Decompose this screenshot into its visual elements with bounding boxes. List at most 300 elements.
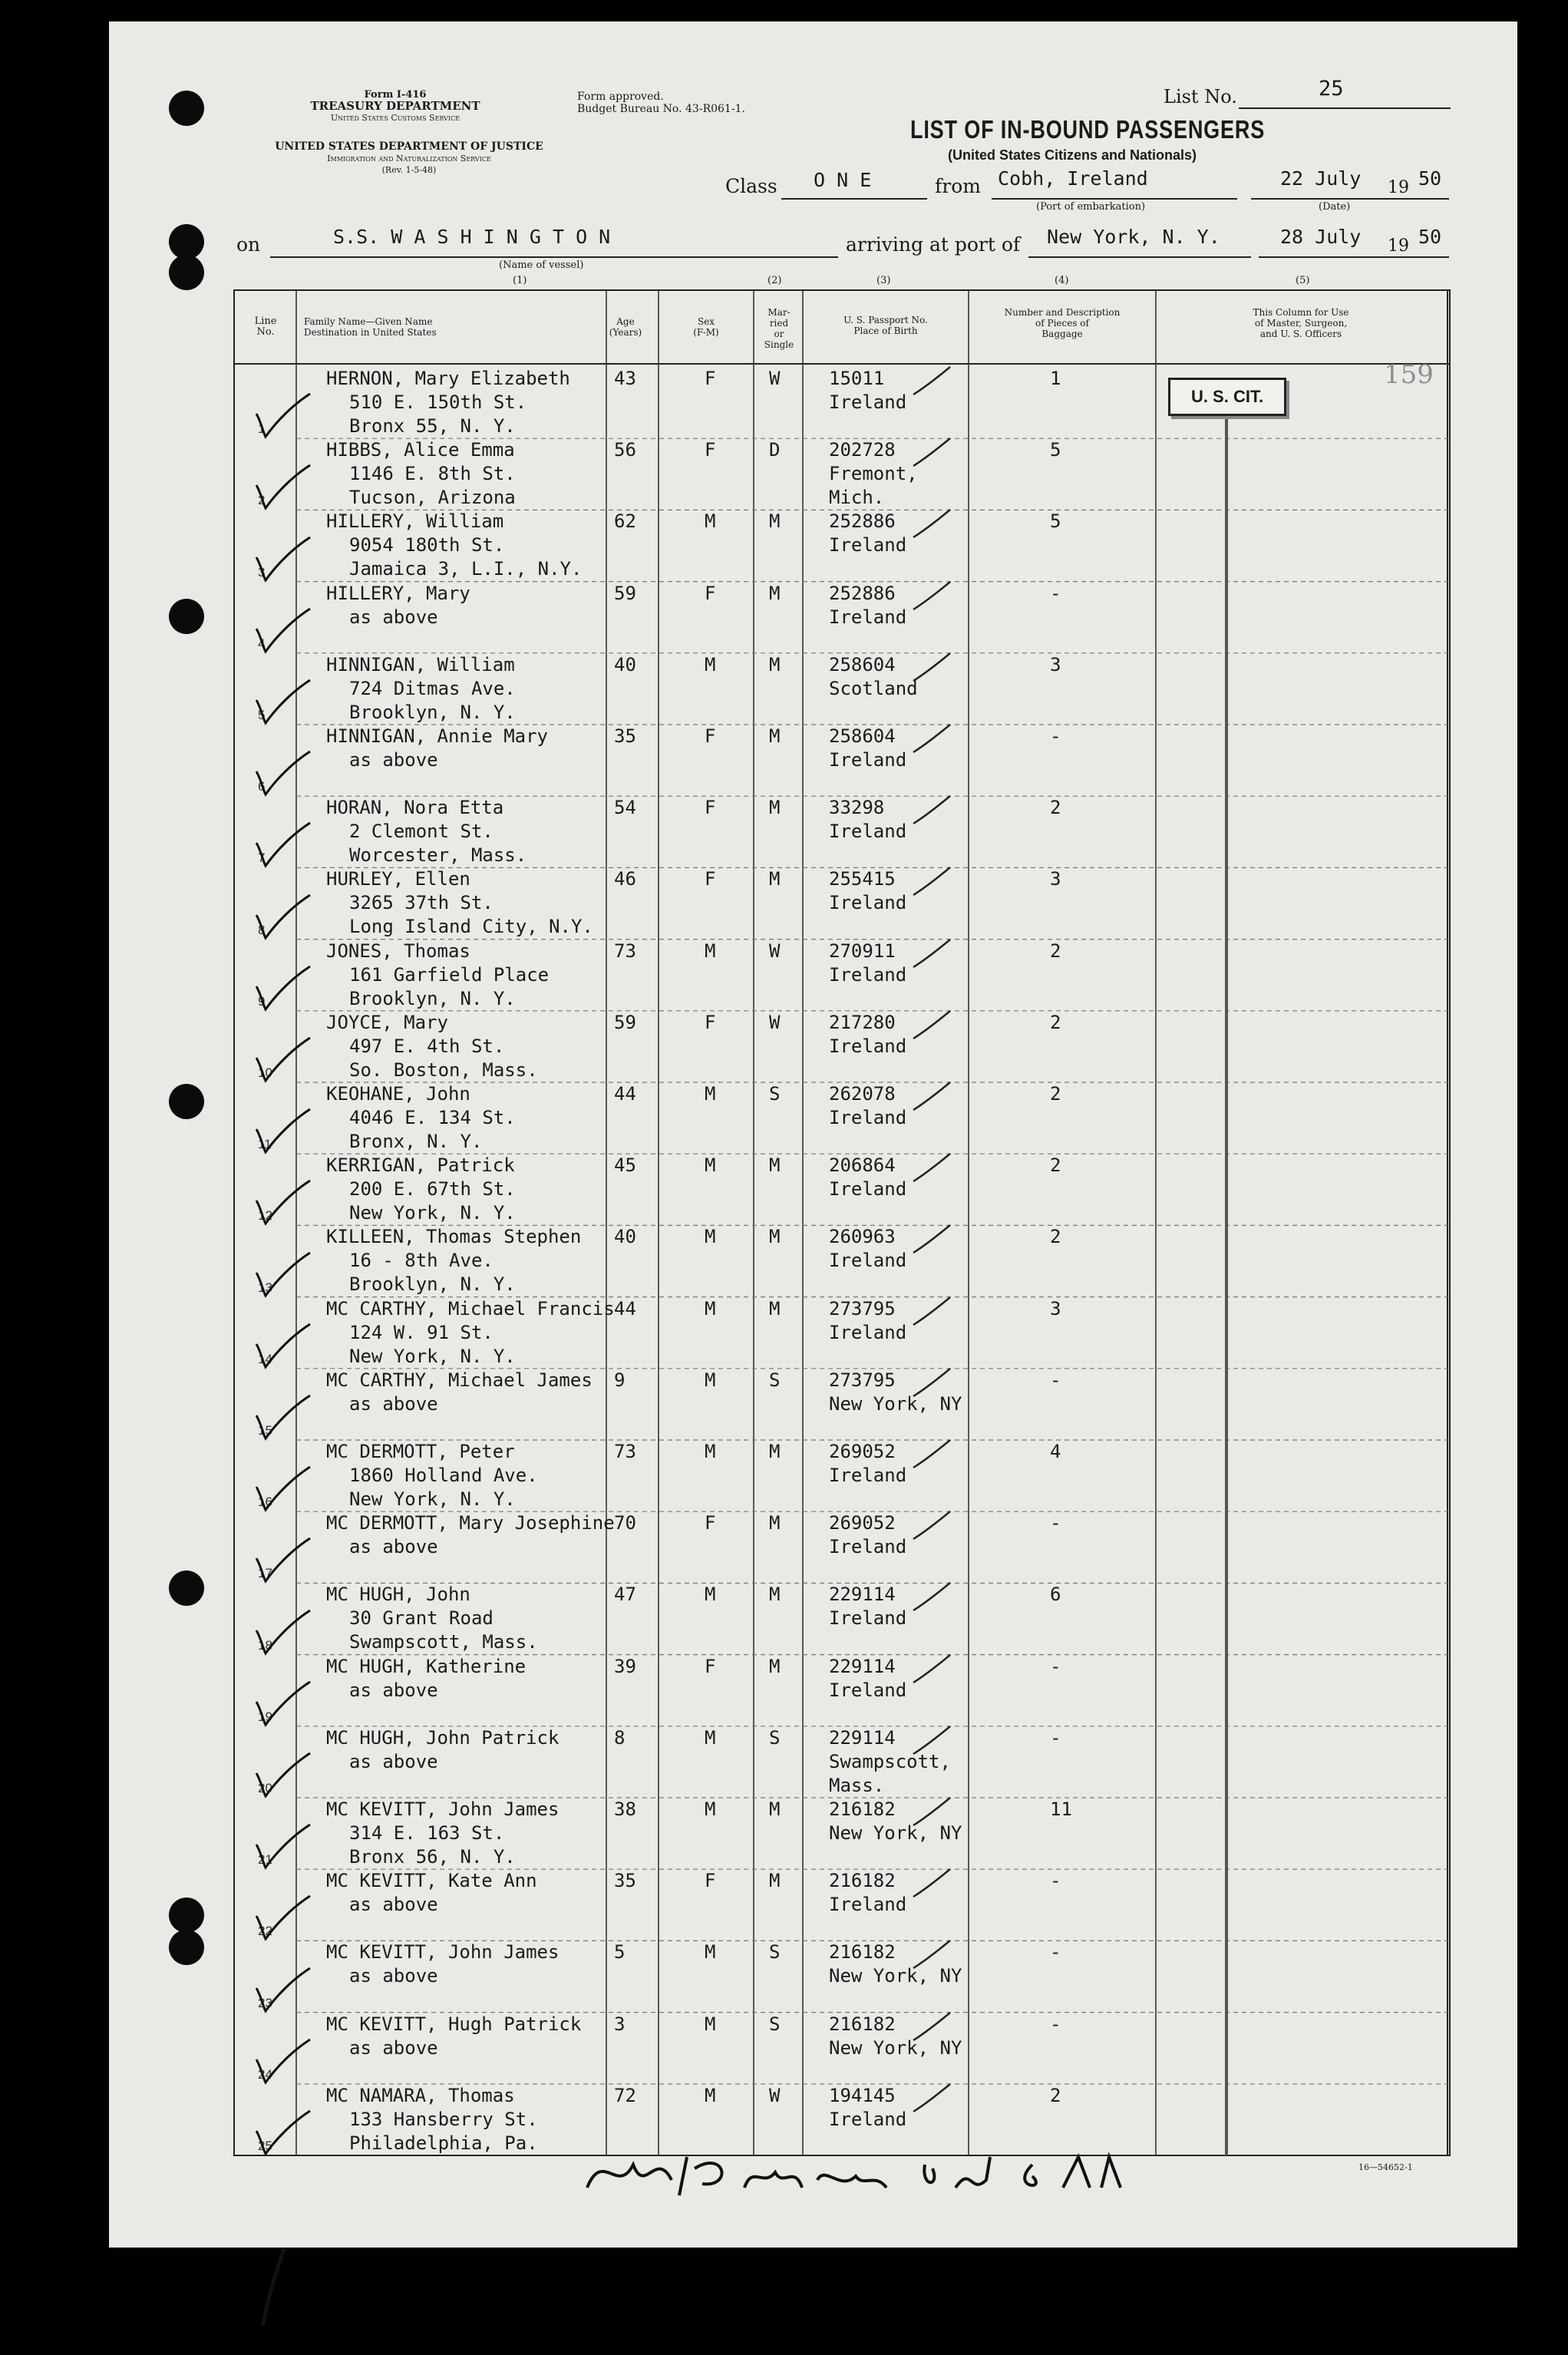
line-number: 17: [258, 1566, 272, 1581]
check-mark: [239, 1822, 316, 1871]
age: 56: [614, 439, 636, 461]
line-number: 7: [258, 851, 266, 866]
passenger-name: HURLEY, Ellen: [326, 868, 470, 890]
table-row: [0, 867, 1568, 939]
baggage-count: -: [1050, 1941, 1061, 1964]
passenger-name: MC CARTHY, Michael Francis: [326, 1297, 615, 1320]
sex: M: [705, 1726, 716, 1749]
passport-tick: [910, 1508, 956, 1547]
age: 73: [614, 1441, 636, 1462]
address-line-2: New York, N. Y.: [349, 1345, 516, 1367]
marital-status: M: [769, 797, 781, 819]
address-line-2: Worcester, Mass.: [349, 844, 527, 867]
birth-place: Fremont,: [829, 463, 918, 485]
list-no-value: 25: [1319, 77, 1344, 101]
header-line-no: Line No.: [254, 315, 277, 338]
age: 59: [614, 1011, 636, 1033]
address-line-1: 9054 180th St.: [349, 534, 505, 557]
address-line-2: So. Boston, Mass.: [349, 1059, 538, 1081]
birth-place: New York, NY: [829, 1965, 962, 1987]
line-number: 15: [258, 1422, 272, 1438]
passenger-name: MC HUGH, Katherine: [326, 1655, 527, 1677]
passenger-name: KILLEEN, Thomas Stephen: [326, 1226, 582, 1248]
age: 9: [614, 1369, 626, 1391]
baggage-count: 3: [1050, 868, 1061, 890]
passenger-name: MC KEVITT, John James: [326, 1798, 560, 1820]
sex: M: [705, 1369, 716, 1391]
address-line-1: 497 E. 4th St.: [349, 1035, 505, 1057]
passport-number: 258604: [829, 653, 896, 675]
page-subtitle: (United States Citizens and Nationals): [948, 147, 1197, 163]
address-line-1: as above: [349, 2036, 438, 2059]
address-line-1: 30 Grant Road: [349, 1607, 494, 1630]
passport-tick: [910, 435, 956, 474]
passport-tick: [910, 1079, 956, 1118]
age: 62: [614, 510, 636, 533]
marital-status: M: [769, 868, 781, 890]
marital-status: W: [769, 2084, 781, 2106]
check-mark: [239, 1464, 316, 1513]
check-mark: [239, 1679, 316, 1728]
sex: F: [705, 368, 716, 389]
check-mark: [239, 892, 316, 941]
check-mark: [239, 1106, 316, 1155]
passport-tick: [910, 1151, 956, 1189]
passport-tick: [910, 1437, 956, 1475]
marital-status: M: [769, 1154, 781, 1177]
baggage-count: 2: [1050, 1154, 1061, 1177]
passport-number: 252886: [829, 582, 896, 604]
table-row: [0, 1297, 1568, 1369]
list-no-label: List No.: [1164, 86, 1237, 107]
address-line-1: 1146 E. 8th St.: [349, 463, 516, 485]
check-mark: [239, 1893, 316, 1942]
passport-number: 229114: [829, 1655, 896, 1677]
check-mark: [239, 462, 316, 511]
age: 40: [614, 653, 636, 675]
marital-status: M: [769, 1512, 781, 1534]
line-number: 20: [258, 1780, 272, 1795]
birth-place: Ireland: [829, 1321, 907, 1343]
passport-number: 258604: [829, 725, 896, 747]
table-row: [0, 582, 1568, 653]
line-number: 8: [258, 922, 266, 937]
check-mark: [239, 1535, 316, 1584]
address-line-2: New York, N. Y.: [349, 1488, 516, 1510]
birth-place: Ireland: [829, 1679, 907, 1701]
birth-place-2: Mich.: [829, 487, 885, 509]
check-mark: [239, 1178, 316, 1227]
sex: M: [705, 510, 716, 533]
arrival-year-prefix: 19: [1388, 236, 1409, 256]
col-num-3: (3): [876, 275, 891, 286]
passport-tick: [910, 579, 956, 617]
passport-number: 33298: [829, 797, 885, 819]
baggage-count: -: [1050, 2013, 1061, 2035]
sex: M: [705, 1798, 716, 1820]
age: 40: [614, 1226, 636, 1248]
line-number: 11: [258, 1137, 272, 1152]
check-mark: [239, 1321, 316, 1370]
passport-number: 273795: [829, 1369, 896, 1391]
passport-tick: [910, 864, 956, 903]
table-row: [0, 1440, 1568, 1511]
arriving-label: arriving at port of: [846, 233, 1021, 256]
address-line-2: Jamaica 3, L.I., N.Y.: [349, 558, 583, 580]
passenger-name: KEOHANE, John: [326, 1083, 470, 1105]
baggage-count: 2: [1050, 1011, 1061, 1033]
table-row: [0, 1655, 1568, 1726]
sex: M: [705, 1154, 716, 1177]
baggage-count: 3: [1050, 653, 1061, 675]
address-line-1: 200 E. 67th St.: [349, 1178, 516, 1201]
baggage-count: 6: [1050, 1584, 1061, 1606]
baggage-count: 2: [1050, 1226, 1061, 1248]
address-line-1: as above: [349, 1679, 438, 1701]
line-number: 5: [258, 707, 266, 722]
table-row: [0, 438, 1568, 510]
birth-place: Ireland: [829, 606, 907, 628]
table-row: [0, 367, 1568, 438]
passport-tick: [910, 1866, 956, 1904]
passenger-name: MC HUGH, John Patrick: [326, 1726, 560, 1749]
header-passport: U. S. Passport No. Place of Birth: [843, 315, 928, 336]
sex: F: [705, 868, 716, 890]
birth-place: Ireland: [829, 1035, 907, 1057]
us-citizen-stamp: U. S. CIT.: [1168, 378, 1286, 416]
line-number: 22: [258, 1924, 272, 1939]
baggage-count: 1: [1050, 368, 1061, 389]
passport-tick: [910, 2081, 956, 2119]
birth-place: Ireland: [829, 963, 907, 986]
embark-date: 22 July: [1280, 167, 1362, 190]
sex: F: [705, 1655, 716, 1677]
marital-status: S: [769, 1726, 781, 1749]
sex: M: [705, 2084, 716, 2106]
sex: F: [705, 797, 716, 819]
birth-place: Ireland: [829, 1250, 907, 1272]
passport-number: 216182: [829, 2013, 896, 2035]
passenger-name: JOYCE, Mary: [326, 1011, 448, 1033]
sex: F: [705, 1870, 716, 1892]
baggage-count: 4: [1050, 1441, 1061, 1462]
marital-status: W: [769, 940, 781, 962]
passport-number: 216182: [829, 1870, 896, 1892]
age: 38: [614, 1798, 636, 1820]
line-number: 12: [258, 1208, 272, 1224]
line-number: 14: [258, 1351, 272, 1366]
marital-status: M: [769, 1798, 781, 1820]
passport-tick: [910, 1795, 956, 1833]
birth-place: Swampscott,: [829, 1750, 951, 1772]
embark-year-prefix: 19: [1388, 178, 1409, 197]
address-line-2: Brooklyn, N. Y.: [349, 701, 516, 723]
baggage-count: 5: [1050, 510, 1061, 533]
col-num-1: (1): [513, 275, 527, 286]
marital-status: M: [769, 582, 781, 604]
passenger-name: HILLERY, William: [326, 510, 504, 533]
passport-tick: [910, 793, 956, 831]
passport-number: 270911: [829, 940, 896, 962]
age: 43: [614, 368, 636, 389]
table-row: [0, 1798, 1568, 1869]
table-row: [0, 725, 1568, 796]
baggage-count: 5: [1050, 439, 1061, 461]
table-row: [0, 1082, 1568, 1154]
table-row: [0, 653, 1568, 725]
passport-number: 260963: [829, 1226, 896, 1248]
address-line-2: Philadelphia, Pa.: [349, 2132, 538, 2154]
header-married: Mar- ried or Single: [764, 307, 794, 350]
passenger-name: JONES, Thomas: [326, 940, 470, 962]
birth-place: Ireland: [829, 1465, 907, 1486]
birth-place: Ireland: [829, 2108, 907, 2130]
check-mark: [239, 2108, 316, 2157]
age: 72: [614, 2084, 636, 2106]
sex: M: [705, 1226, 716, 1248]
check-mark: [239, 1035, 316, 1084]
line-number: 9: [258, 993, 266, 1009]
address-line-1: 314 E. 163 St.: [349, 1822, 505, 1844]
header-officers: This Column for Use of Master, Surgeon, and U. S. Officers: [1253, 307, 1349, 339]
age: 8: [614, 1726, 626, 1749]
line-number: 6: [258, 779, 266, 794]
passport-tick: [910, 1366, 956, 1404]
passport-number: 216182: [829, 1941, 896, 1964]
header-sex: Sex (F-M): [693, 316, 719, 338]
passenger-name: MC KEVITT, John James: [326, 1941, 560, 1964]
passenger-name: HORAN, Nora Etta: [326, 797, 504, 819]
age: 54: [614, 797, 636, 819]
passenger-name: MC KEVITT, Kate Ann: [326, 1870, 537, 1892]
address-line-1: as above: [349, 749, 438, 771]
embark-year: 50: [1418, 167, 1442, 190]
sex: F: [705, 439, 716, 461]
baggage-count: -: [1050, 582, 1061, 604]
birth-place: Ireland: [829, 1607, 907, 1630]
check-mark: [239, 1965, 316, 2014]
passport-number: 206864: [829, 1154, 896, 1177]
address-line-1: as above: [349, 606, 438, 628]
marital-status: M: [769, 1655, 781, 1677]
address-line-2: New York, N. Y.: [349, 1202, 516, 1224]
address-line-1: 3265 37th St.: [349, 892, 494, 914]
table-row: [0, 796, 1568, 867]
line-number: 18: [258, 1637, 272, 1653]
line-number: 2: [258, 493, 266, 508]
marital-status: S: [769, 1083, 781, 1105]
from-label: from: [935, 175, 981, 197]
col-num-2: (2): [767, 275, 782, 286]
birth-place: Ireland: [829, 892, 907, 914]
passport-number: 269052: [829, 1441, 896, 1462]
age: 44: [614, 1297, 636, 1320]
check-mark: [239, 1607, 316, 1656]
birth-place: Ireland: [829, 749, 907, 771]
address-line-1: 124 W. 91 St.: [349, 1321, 494, 1343]
check-mark: [239, 820, 316, 869]
baggage-count: -: [1050, 1655, 1061, 1677]
birth-place: Ireland: [829, 1894, 907, 1916]
passport-tick: [910, 1294, 956, 1333]
col-num-4: (4): [1055, 275, 1069, 286]
marital-status: M: [769, 1441, 781, 1462]
line-number: 25: [258, 2138, 272, 2153]
passport-tick: [910, 1222, 956, 1260]
marital-status: M: [769, 1297, 781, 1320]
passport-number: 229114: [829, 1584, 896, 1606]
sex: F: [705, 582, 716, 604]
baggage-count: 2: [1050, 940, 1061, 962]
vessel-name: S.S. W A S H I N G T O N: [333, 226, 611, 248]
check-mark: [239, 677, 316, 726]
inspector-signature-graphic: [572, 2134, 1140, 2211]
table-row: [0, 2013, 1568, 2084]
port-embark-caption: (Port of embarkation): [1036, 201, 1146, 213]
table-row: [0, 1511, 1568, 1583]
marital-status: S: [769, 1369, 781, 1391]
birth-place: Scotland: [829, 677, 918, 699]
check-mark: [239, 963, 316, 1012]
marital-status: M: [769, 653, 781, 675]
passport-tick: [910, 1580, 956, 1618]
address-line-1: as above: [349, 1392, 438, 1415]
passport-tick: [910, 650, 956, 689]
age: 45: [614, 1154, 636, 1177]
address-line-2: Bronx 56, N. Y.: [349, 1846, 516, 1868]
vessel-caption: (Name of vessel): [499, 259, 584, 271]
birth-place: Ireland: [829, 1178, 907, 1201]
marital-status: S: [769, 1941, 781, 1964]
age: 44: [614, 1083, 636, 1105]
port-embark: Cobh, Ireland: [998, 167, 1148, 190]
check-mark: [239, 606, 316, 655]
arrival-port: New York, N. Y.: [1047, 226, 1220, 248]
birth-place: Ireland: [829, 1536, 907, 1558]
baggage-count: 11: [1050, 1798, 1072, 1820]
marital-status: M: [769, 510, 781, 533]
baggage-count: -: [1050, 1512, 1061, 1534]
address-line-1: as above: [349, 1894, 438, 1916]
revision: (Rev. 1-5-48): [381, 165, 437, 175]
table-row: [0, 1869, 1568, 1940]
passenger-name: MC CARTHY, Michael James: [326, 1369, 593, 1391]
table-row: [0, 940, 1568, 1011]
passenger-name: MC KEVITT, Hugh Patrick: [326, 2013, 582, 2035]
passport-number: 217280: [829, 1011, 896, 1033]
passport-tick: [910, 507, 956, 545]
line-number: 13: [258, 1280, 272, 1295]
form-number: Form I-416: [364, 89, 427, 101]
check-mark: [239, 534, 316, 583]
sex: M: [705, 653, 716, 675]
address-line-2: Tucson, Arizona: [349, 487, 516, 509]
address-line-1: 724 Ditmas Ave.: [349, 677, 516, 699]
baggage-count: 2: [1050, 2084, 1061, 2106]
address-line-2: Swampscott, Mass.: [349, 1631, 538, 1653]
line-number: 21: [258, 1852, 272, 1868]
treasury-dept: TREASURY DEPARTMENT: [310, 99, 480, 113]
form-approved: Form approved.: [577, 91, 664, 103]
marital-status: M: [769, 1226, 781, 1248]
age: 35: [614, 1870, 636, 1892]
passenger-name: KERRIGAN, Patrick: [326, 1154, 515, 1177]
address-line-2: Brooklyn, N. Y.: [349, 987, 516, 1009]
passenger-name: HERNON, Mary Elizabeth: [326, 368, 570, 389]
passport-number: 216182: [829, 1798, 896, 1820]
birth-place-2: Mass.: [829, 1774, 885, 1796]
date-caption: (Date): [1319, 201, 1351, 213]
address-line-2: Long Island City, N.Y.: [349, 916, 593, 938]
baggage-count: 2: [1050, 797, 1061, 819]
age: 5: [614, 1941, 626, 1964]
sex: M: [705, 1584, 716, 1606]
table-row: [0, 1726, 1568, 1798]
baggage-count: -: [1050, 1369, 1061, 1391]
birth-place: Ireland: [829, 391, 907, 413]
address-line-1: 4046 E. 134 St.: [349, 1107, 516, 1128]
passport-number: 269052: [829, 1512, 896, 1534]
address-line-2: Bronx 55, N. Y.: [349, 415, 516, 437]
birth-place: Ireland: [829, 1107, 907, 1128]
table-row: [0, 1369, 1568, 1440]
sex: M: [705, 1941, 716, 1964]
table-row: [0, 1583, 1568, 1654]
address-line-2: Brooklyn, N. Y.: [349, 1273, 516, 1296]
passport-number: 255415: [829, 868, 896, 890]
baggage-count: 3: [1050, 1297, 1061, 1320]
age: 47: [614, 1584, 636, 1606]
passport-number: 252886: [829, 510, 896, 533]
birth-place: Ireland: [829, 821, 907, 843]
check-mark: [239, 2036, 316, 2086]
line-number: 3: [258, 564, 266, 580]
sex: M: [705, 940, 716, 962]
passenger-name: MC HUGH, John: [326, 1584, 470, 1606]
line-number: 4: [258, 636, 266, 651]
birth-place: Ireland: [829, 534, 907, 557]
address-line-1: 2 Clemont St.: [349, 821, 494, 843]
header-name: Family Name—Given Name Destination in United States: [304, 316, 437, 338]
table-row: [0, 1154, 1568, 1225]
justice-dept: UNITED STATES DEPARTMENT OF JUSTICE: [275, 140, 543, 153]
check-mark: [239, 1392, 316, 1442]
baggage-count: 2: [1050, 1083, 1061, 1105]
passport-tick: [910, 936, 956, 975]
ins-name: Immigration and Naturalization Service: [327, 154, 491, 163]
address-line-1: 161 Garfield Place: [349, 963, 550, 986]
sex: M: [705, 1441, 716, 1462]
baggage-count: -: [1050, 1870, 1061, 1892]
marital-status: S: [769, 2013, 781, 2035]
passport-tick: [910, 1652, 956, 1690]
age: 35: [614, 725, 636, 747]
check-mark: [239, 1250, 316, 1299]
marital-status: M: [769, 1584, 781, 1606]
line-number: 1: [258, 421, 266, 437]
passport-number: 194145: [829, 2084, 896, 2106]
sex: M: [705, 1297, 716, 1320]
check-mark: [239, 391, 316, 440]
arrival-year: 50: [1418, 226, 1442, 248]
passport-tick: [910, 722, 956, 760]
header-baggage: Number and Description of Pieces of Baggage: [1004, 307, 1121, 339]
address-line-1: as above: [349, 1536, 438, 1558]
age: 59: [614, 582, 636, 604]
passport-tick: [910, 1008, 956, 1046]
table-row: [0, 1225, 1568, 1296]
address-line-1: 510 E. 150th St.: [349, 391, 527, 413]
